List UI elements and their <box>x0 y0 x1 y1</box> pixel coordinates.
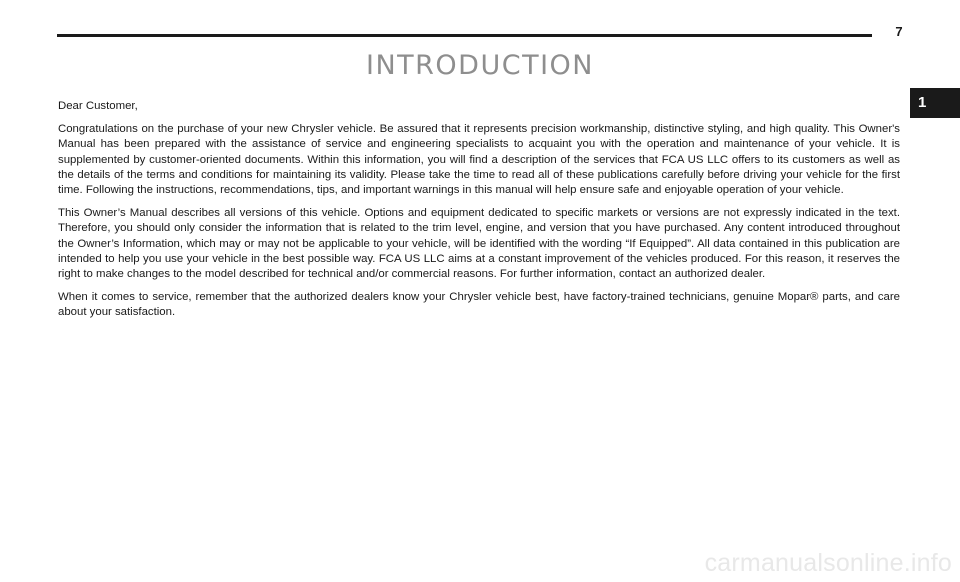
paragraph-service: When it comes to service, remember that the authorized dealers know your Chrysler vehicle best, have factory-trained technicians, genuine Mopar® parts, and care about your satisfaction. <box>58 291 900 319</box>
body-text <box>58 99 900 329</box>
paragraph-congratulations: Congratulations on the purchase of your new Chrysler vehicle. Be assured that it represents precision workmanship, distinctive styling, and high quality. This Owner's Manual has been prepared with the assistance of service and engineering specialists to acquaint you with the operation and maintenance of your vehicle. It is supplemented by customer-oriented documents. Within this information, you will find a description of the services that FCA US LLC offers to its customers as well as the details of the terms and conditions for maintaining its validity. Please take the time to read all of these publications carefully before driving your vehicle for the first time. Following the instructions, recommendations, tips, and important warnings in this manual will help ensure safe and enjoyable operation of your vehicle. <box>58 123 900 197</box>
chapter-tab[interactable] <box>910 88 960 118</box>
watermark: carmanualsonline.info <box>704 549 952 577</box>
chapter-tab-label: 1 <box>918 94 927 111</box>
salutation: Dear Customer, <box>58 100 138 112</box>
header-rule <box>57 34 872 37</box>
section-title: INTRODUCTION <box>366 50 594 81</box>
paragraph-versions: This Owner’s Manual describes all versions of this vehicle. Options and equipment dedicated to specific markets or versions are not expressly indicated in the text. Therefore, you should only consider the information that is related to the trim level, engine, and version that you have purchased. Any content introduced throughout the Owner’s Information, which may or may not be applicable to your vehicle, will be identified with the wording “If Equipped”. All data contained in this publication are intended to help you use your vehicle in the best possible way. FCA US LLC aims at a constant improvement of the vehicles produced. For this reason, it reserves the right to make changes to the model described for technical and/or commercial reasons. For further information, contact an authorized dealer. <box>58 207 900 281</box>
page-number: 7 <box>895 24 903 39</box>
